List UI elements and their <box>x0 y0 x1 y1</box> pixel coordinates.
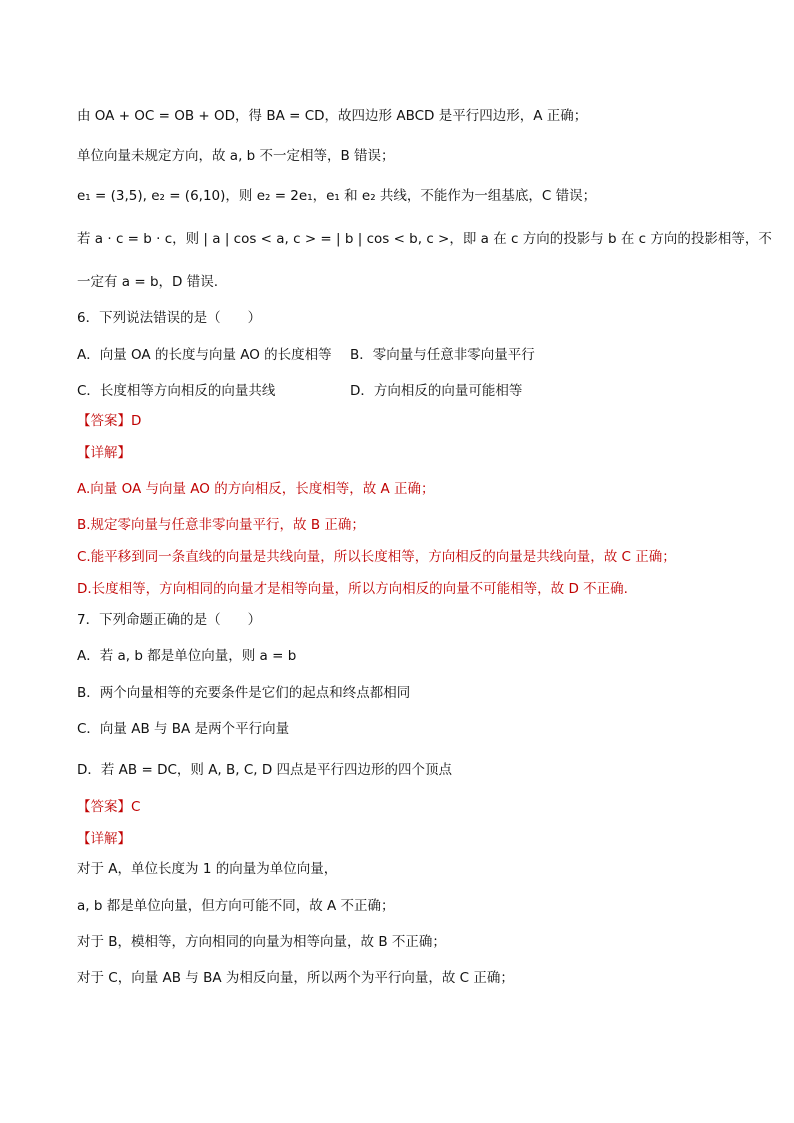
question-6-option-c: C．长度相等方向相反的向量共线 <box>77 383 276 399</box>
question-6-title: 6．下列说法错误的是（ ） <box>77 310 262 326</box>
question-7-detail-heading: 【详解】 <box>77 831 131 847</box>
question-7-option-b: B．两个向量相等的充要条件是它们的起点和终点都相同 <box>77 685 411 701</box>
question-6-option-b: B．零向量与任意非零向量平行 <box>350 347 535 363</box>
solution-line-a: 由 OA + OC = OB + OD，得 BA = CD，故四边形 ABCD 是平行四边形，A 正确； <box>77 108 588 124</box>
question-6-explain-c: C.能平移到同一条直线的向量是共线向量，所以长度相等，方向相反的向量是共线向量，故 C 正确； <box>77 549 676 565</box>
question-7-answer: 【答案】C <box>77 799 141 815</box>
solution-line-d: 若 a · c = b · c，则 | a | cos < a, c > = | b | cos < b, c >，即 a 在 c 方向的投影与 b 在 c 方向的投影相等，不 <box>77 231 772 247</box>
question-6-answer: 【答案】D <box>77 413 142 429</box>
question-6-explain-d: D.长度相等，方向相同的向量才是相等向量，所以方向相反的向量不可能相等，故 D 不正确. <box>77 581 628 597</box>
question-7-option-c: C．向量 AB 与 BA 是两个平行向量 <box>77 721 290 737</box>
question-6-explain-a: A.向量 OA 与向量 AO 的方向相反，长度相等，故 A 正确； <box>77 481 435 497</box>
question-6-option-d: D．方向相反的向量可能相等 <box>350 383 523 399</box>
question-6-detail-heading: 【详解】 <box>77 445 131 461</box>
question-7-title: 7．下列命题正确的是（ ） <box>77 612 262 628</box>
question-7-explain-c: 对于 B，模相等，方向相同的向量为相等向量，故 B 不正确； <box>77 934 446 950</box>
question-6-explain-b: B.规定零向量与任意非零向量平行，故 B 正确； <box>77 517 365 533</box>
solution-line-d-cont: 一定有 a = b，D 错误. <box>77 274 219 290</box>
question-7-explain-d: 对于 C，向量 AB 与 BA 为相反向量，所以两个为平行向量，故 C 正确； <box>77 970 514 986</box>
question-7-explain-b: a, b 都是单位向量，但方向可能不同，故 A 不正确； <box>77 898 395 914</box>
question-7-option-a: A．若 a, b 都是单位向量，则 a = b <box>77 648 297 664</box>
question-7-explain-a: 对于 A，单位长度为 1 的向量为单位向量， <box>77 861 338 877</box>
solution-line-b: 单位向量未规定方向，故 a, b 不一定相等，B 错误； <box>77 148 395 164</box>
question-7-option-d: D．若 AB = DC，则 A, B, C, D 四点是平行四边形的四个顶点 <box>77 762 453 778</box>
question-6-option-a: A．向量 OA 的长度与向量 AO 的长度相等 <box>77 347 332 363</box>
solution-line-c: e₁ = (3,5), e₂ = (6,10)，则 e₂ = 2e₁，e₁ 和 e₂ 共线，不能作为一组基底，C 错误； <box>77 188 597 204</box>
